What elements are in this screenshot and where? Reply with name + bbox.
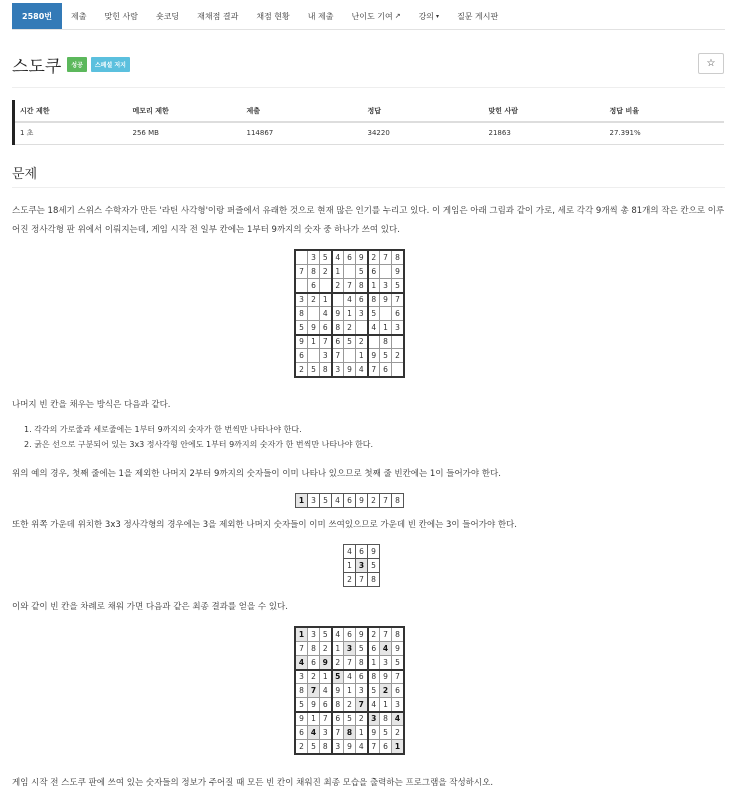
nav-item-label: 2580번 [22, 11, 52, 21]
grid-cell: 3 [356, 307, 368, 321]
grid-cell: 4 [368, 698, 380, 712]
grid-cell: 6 [380, 740, 392, 754]
grid-cell [308, 307, 320, 321]
grid-cell: 8 [296, 307, 308, 321]
grid-cell: 3 [356, 684, 368, 698]
grid-cell: 4 [344, 670, 356, 684]
grid-cell [392, 363, 404, 377]
favorite-star-button[interactable] [698, 53, 724, 74]
grid-cell: 5 [308, 363, 320, 377]
grid-cell: 3 [296, 293, 308, 307]
grid-cell: 9 [392, 265, 404, 279]
grid-cell: 2 [380, 684, 392, 698]
grid-cell [380, 265, 392, 279]
grid-cell: 2 [356, 335, 368, 349]
grid-cell [344, 349, 356, 363]
grid-cell: 1 [356, 349, 368, 363]
grid-cell [356, 321, 368, 335]
grid-cell: 9 [368, 545, 380, 559]
grid-cell: 9 [344, 363, 356, 377]
grid-cell: 8 [344, 726, 356, 740]
grid-cell: 9 [356, 628, 368, 642]
grid-cell: 9 [332, 307, 344, 321]
grid-cell: 6 [344, 494, 356, 508]
grid-cell: 8 [368, 573, 380, 587]
grid-cell: 4 [332, 494, 344, 508]
problem-description-row-example: 위의 예의 경우, 첫째 줄에는 1을 제외한 나머지 2부터 9까지의 숫자들이 이미 나타나 있으므로 첫째 줄 빈칸에는 1이 들어가야 한다. [12, 469, 501, 479]
grid-row [296, 265, 404, 279]
grid-cell: 8 [380, 335, 392, 349]
grid-row [296, 656, 404, 670]
grid-cell: 6 [380, 363, 392, 377]
grid-cell: 8 [392, 251, 404, 265]
grid-cell: 2 [356, 712, 368, 726]
grid-row [296, 670, 404, 684]
grid-row [344, 545, 380, 559]
sudoku-block-example [343, 544, 380, 587]
info-header-submissions: 제출 [242, 100, 363, 122]
title-divider [12, 87, 725, 88]
grid-row [296, 251, 404, 265]
grid-cell: 8 [320, 363, 332, 377]
info-header-time-limit: 시간 제한 [14, 100, 128, 122]
grid-cell: 1 [308, 712, 320, 726]
grid-cell: 8 [308, 642, 320, 656]
rules-list [24, 422, 373, 452]
nav-item-5[interactable] [247, 3, 298, 29]
info-submissions: 114867 [242, 122, 363, 144]
section-title-problem: 문제 [12, 163, 37, 188]
grid-cell: 6 [368, 265, 380, 279]
grid-cell: 7 [296, 642, 308, 656]
grid-cell: 3 [380, 656, 392, 670]
grid-cell [392, 335, 404, 349]
nav-item-label: 내 제출 [307, 11, 334, 21]
grid-cell: 2 [368, 251, 380, 265]
grid-cell: 4 [332, 628, 344, 642]
grid-cell: 1 [344, 559, 356, 573]
nav-item-2[interactable] [95, 3, 146, 29]
grid-cell: 5 [344, 712, 356, 726]
grid-cell: 7 [356, 573, 368, 587]
grid-row [296, 321, 404, 335]
grid-cell: 4 [332, 251, 344, 265]
grid-cell [296, 251, 308, 265]
nav-item-label: 제출 [71, 11, 87, 21]
grid-cell: 6 [332, 712, 344, 726]
grid-cell: 3 [308, 494, 320, 508]
grid-cell: 1 [296, 494, 308, 508]
grid-row [344, 573, 380, 587]
grid-cell: 2 [320, 265, 332, 279]
grid-cell: 9 [320, 656, 332, 670]
grid-cell: 9 [368, 726, 380, 740]
grid-row [296, 307, 404, 321]
grid-cell: 5 [320, 251, 332, 265]
grid-cell: 2 [344, 698, 356, 712]
grid-cell: 6 [356, 670, 368, 684]
grid-cell: 2 [332, 279, 344, 293]
star-icon: ☆ [706, 58, 716, 69]
grid-cell: 9 [380, 670, 392, 684]
grid-row [296, 335, 404, 349]
grid-cell: 6 [344, 251, 356, 265]
grid-row [296, 684, 404, 698]
grid-cell: 3 [380, 279, 392, 293]
nav-item-4[interactable] [188, 3, 247, 29]
grid-cell: 5 [320, 628, 332, 642]
grid-cell: 1 [380, 321, 392, 335]
nav-item-label: 맞힌 사람 [104, 11, 138, 21]
grid-cell: 3 [296, 670, 308, 684]
problem-description-rules-intro: 나머지 빈 칸을 채우는 방식은 다음과 같다. [12, 400, 171, 410]
grid-cell: 6 [320, 321, 332, 335]
grid-cell: 7 [356, 698, 368, 712]
grid-row [296, 363, 404, 377]
problem-title: 스도쿠 [12, 57, 62, 77]
grid-cell: 1 [344, 684, 356, 698]
grid-cell: 7 [368, 363, 380, 377]
grid-cell: 7 [380, 628, 392, 642]
grid-cell: 4 [356, 740, 368, 754]
grid-cell: 6 [392, 307, 404, 321]
grid-cell [332, 293, 344, 307]
grid-cell: 9 [296, 335, 308, 349]
grid-cell: 6 [296, 726, 308, 740]
sudoku-initial-grid [295, 250, 404, 377]
grid-cell: 8 [356, 656, 368, 670]
grid-cell: 4 [356, 363, 368, 377]
grid-cell: 2 [296, 363, 308, 377]
grid-cell: 4 [308, 726, 320, 740]
grid-cell: 7 [344, 656, 356, 670]
grid-cell: 6 [332, 335, 344, 349]
grid-cell: 1 [392, 740, 404, 754]
grid-cell: 1 [368, 279, 380, 293]
grid-cell [296, 279, 308, 293]
grid-cell: 4 [344, 545, 356, 559]
nav-item-7[interactable] [343, 3, 410, 29]
nav-item-label: 재채점 결과 [197, 11, 239, 21]
grid-cell: 2 [320, 642, 332, 656]
grid-cell: 7 [344, 279, 356, 293]
grid-cell: 2 [308, 670, 320, 684]
grid-cell: 5 [368, 559, 380, 573]
grid-cell: 4 [392, 712, 404, 726]
grid-cell: 1 [332, 265, 344, 279]
grid-cell: 7 [368, 740, 380, 754]
grid-cell: 9 [392, 642, 404, 656]
problem-description-block-example: 또한 위쪽 가운데 위치한 3x3 정사각형의 경우에는 3을 제외한 나머지 숫자들이 이미 쓰여있으므로 가운데 빈 칸에는 3이 들어가야 한다. [12, 520, 517, 530]
info-header-row [14, 100, 725, 122]
problem-description-task: 게임 시작 전 스도쿠 판에 쓰여 있는 숫자들의 정보가 주어질 때 모든 빈 칸이 채워진 최종 모습을 출력하는 프로그램을 작성하시오. [12, 778, 494, 788]
grid-cell: 9 [308, 698, 320, 712]
info-header-ratio: 정답 비율 [605, 100, 725, 122]
grid-cell: 4 [320, 307, 332, 321]
grid-cell: 1 [368, 656, 380, 670]
chevron-down-icon: ▾ [436, 12, 440, 20]
grid-cell: 9 [356, 251, 368, 265]
problem-description-result: 이와 같이 빈 칸을 차례로 채워 가면 다음과 같은 최종 결과를 얻을 수 있다. [12, 602, 288, 612]
grid-cell: 1 [380, 698, 392, 712]
grid-cell: 8 [296, 684, 308, 698]
rule-item-blocks: 2. 굵은 선으로 구분되어 있는 3x3 정사각형 안에도 1부터 9까지의 숫자가 한 번씩만 나타나야 한다. [24, 440, 374, 449]
grid-cell: 7 [320, 335, 332, 349]
grid-cell: 1 [320, 670, 332, 684]
grid-cell: 8 [356, 279, 368, 293]
grid-cell: 7 [380, 251, 392, 265]
grid-cell: 3 [308, 628, 320, 642]
grid-cell [368, 335, 380, 349]
grid-cell: 8 [320, 740, 332, 754]
grid-cell: 5 [344, 335, 356, 349]
grid-cell: 2 [344, 321, 356, 335]
grid-cell: 1 [332, 642, 344, 656]
grid-cell: 1 [344, 307, 356, 321]
external-link-icon: ↗ [394, 12, 401, 20]
grid-cell: 5 [296, 321, 308, 335]
grid-cell: 7 [380, 494, 392, 508]
grid-cell: 6 [344, 628, 356, 642]
nav-item-6[interactable] [299, 3, 343, 29]
nav-item-8[interactable] [410, 3, 448, 29]
grid-cell: 4 [320, 684, 332, 698]
grid-cell [308, 349, 320, 363]
grid-cell: 7 [332, 349, 344, 363]
grid-cell [320, 279, 332, 293]
problem-description-intro: 스도쿠는 18세기 스위스 수학자가 만든 '라틴 사각형'이랑 퍼즐에서 유래한 것으로 현재 많은 인기를 누리고 있다. 이 게임은 아래 그림과 같이 가로, 세로 각각 9개씩 총 81개의 작은 칸으로 이루어진 정사각형 판 위에서 이뤄지는데, 게임 시작 전 일부 칸에는 1부터 9까지의 숫자 중 하나가 쓰여 있다. [12, 206, 725, 235]
grid-cell [380, 307, 392, 321]
grid-cell: 8 [332, 321, 344, 335]
grid-cell: 8 [368, 670, 380, 684]
grid-cell: 9 [380, 293, 392, 307]
grid-cell: 3 [332, 363, 344, 377]
grid-cell: 3 [356, 559, 368, 573]
grid-cell: 5 [308, 740, 320, 754]
nav-item-9[interactable] [448, 3, 507, 29]
sudoku-row-example [295, 493, 404, 508]
grid-cell: 6 [308, 656, 320, 670]
info-accepted: 34220 [363, 122, 484, 144]
info-time-limit: 1 초 [14, 122, 128, 144]
nav-item-3[interactable] [147, 3, 188, 29]
info-solvers: 21863 [484, 122, 605, 144]
info-memory-limit: 256 MB [128, 122, 242, 144]
grid-cell: 9 [344, 740, 356, 754]
grid-cell: 9 [356, 494, 368, 508]
grid-cell: 2 [308, 293, 320, 307]
grid-cell: 5 [392, 279, 404, 293]
grid-cell: 8 [392, 628, 404, 642]
problem-info-table [12, 100, 724, 145]
grid-cell: 7 [320, 712, 332, 726]
nav-divider [12, 29, 725, 30]
grid-row [296, 726, 404, 740]
grid-cell: 6 [356, 293, 368, 307]
grid-cell: 5 [368, 684, 380, 698]
grid-cell: 5 [392, 656, 404, 670]
nav-item-label: 채점 현황 [256, 11, 290, 21]
grid-row [296, 712, 404, 726]
grid-cell: 5 [296, 698, 308, 712]
grid-cell: 1 [296, 628, 308, 642]
grid-cell: 3 [332, 740, 344, 754]
grid-cell: 4 [344, 293, 356, 307]
grid-row [296, 628, 404, 642]
grid-cell: 5 [356, 265, 368, 279]
grid-cell: 9 [296, 712, 308, 726]
nav-item-label: 강의 [418, 11, 435, 21]
grid-row [296, 494, 404, 508]
status-badge-success: 성공 [67, 57, 87, 72]
grid-cell: 5 [380, 726, 392, 740]
info-ratio: 27.391% [605, 122, 725, 144]
grid-cell: 5 [332, 670, 344, 684]
grid-cell: 8 [308, 265, 320, 279]
grid-cell: 7 [392, 293, 404, 307]
grid-cell: 6 [392, 684, 404, 698]
grid-cell: 2 [368, 628, 380, 642]
grid-cell [344, 265, 356, 279]
grid-cell: 5 [356, 642, 368, 656]
rule-item-rows-cols: 1. 각각의 가로줄과 세로줄에는 1부터 9까지의 숫자가 한 번씩만 나타나야 한다. [24, 425, 302, 434]
grid-cell: 8 [368, 293, 380, 307]
status-badge-special-judge: 스페셜 저지 [91, 57, 130, 72]
grid-cell: 2 [392, 726, 404, 740]
grid-cell: 7 [296, 265, 308, 279]
problem-nav [12, 3, 507, 29]
grid-cell: 2 [296, 740, 308, 754]
grid-cell: 8 [332, 698, 344, 712]
info-header-accepted: 정답 [363, 100, 484, 122]
grid-cell: 4 [296, 656, 308, 670]
section-divider [12, 187, 725, 188]
grid-cell: 1 [320, 293, 332, 307]
grid-row [296, 293, 404, 307]
grid-cell: 3 [308, 251, 320, 265]
grid-row [296, 279, 404, 293]
grid-cell: 7 [332, 726, 344, 740]
grid-cell: 2 [332, 656, 344, 670]
problem-header [12, 52, 130, 77]
grid-cell: 5 [320, 494, 332, 508]
grid-cell: 2 [344, 573, 356, 587]
grid-cell: 7 [392, 670, 404, 684]
grid-cell: 8 [392, 494, 404, 508]
grid-cell: 9 [368, 349, 380, 363]
grid-cell: 1 [308, 335, 320, 349]
grid-cell: 1 [356, 726, 368, 740]
grid-row [296, 698, 404, 712]
nav-item-label: 난이도 기여 [351, 11, 393, 21]
grid-cell: 8 [380, 712, 392, 726]
info-value-row [14, 122, 725, 144]
grid-cell: 6 [368, 642, 380, 656]
grid-row [296, 642, 404, 656]
nav-item-label: 질문 게시판 [457, 11, 499, 21]
nav-item-1[interactable] [62, 3, 95, 29]
grid-row [296, 740, 404, 754]
grid-cell: 5 [368, 307, 380, 321]
grid-cell: 7 [308, 684, 320, 698]
grid-row [344, 559, 380, 573]
grid-cell: 2 [392, 349, 404, 363]
grid-cell: 3 [344, 642, 356, 656]
nav-item-label: 숏코딩 [155, 11, 180, 21]
grid-cell: 9 [308, 321, 320, 335]
grid-cell: 6 [320, 698, 332, 712]
grid-cell: 3 [320, 726, 332, 740]
grid-cell: 3 [392, 321, 404, 335]
grid-cell: 9 [332, 684, 344, 698]
grid-cell: 2 [368, 494, 380, 508]
grid-cell: 6 [308, 279, 320, 293]
grid-cell: 3 [368, 712, 380, 726]
info-header-solvers: 맞힌 사람 [484, 100, 605, 122]
sudoku-solved-grid [295, 627, 404, 754]
grid-cell: 5 [380, 349, 392, 363]
grid-cell: 4 [368, 321, 380, 335]
grid-cell: 4 [380, 642, 392, 656]
info-header-memory-limit: 메모리 제한 [128, 100, 242, 122]
grid-cell: 6 [356, 545, 368, 559]
grid-row [296, 349, 404, 363]
grid-cell: 6 [296, 349, 308, 363]
grid-cell: 3 [320, 349, 332, 363]
nav-item-0[interactable] [12, 3, 62, 29]
grid-cell: 3 [392, 698, 404, 712]
